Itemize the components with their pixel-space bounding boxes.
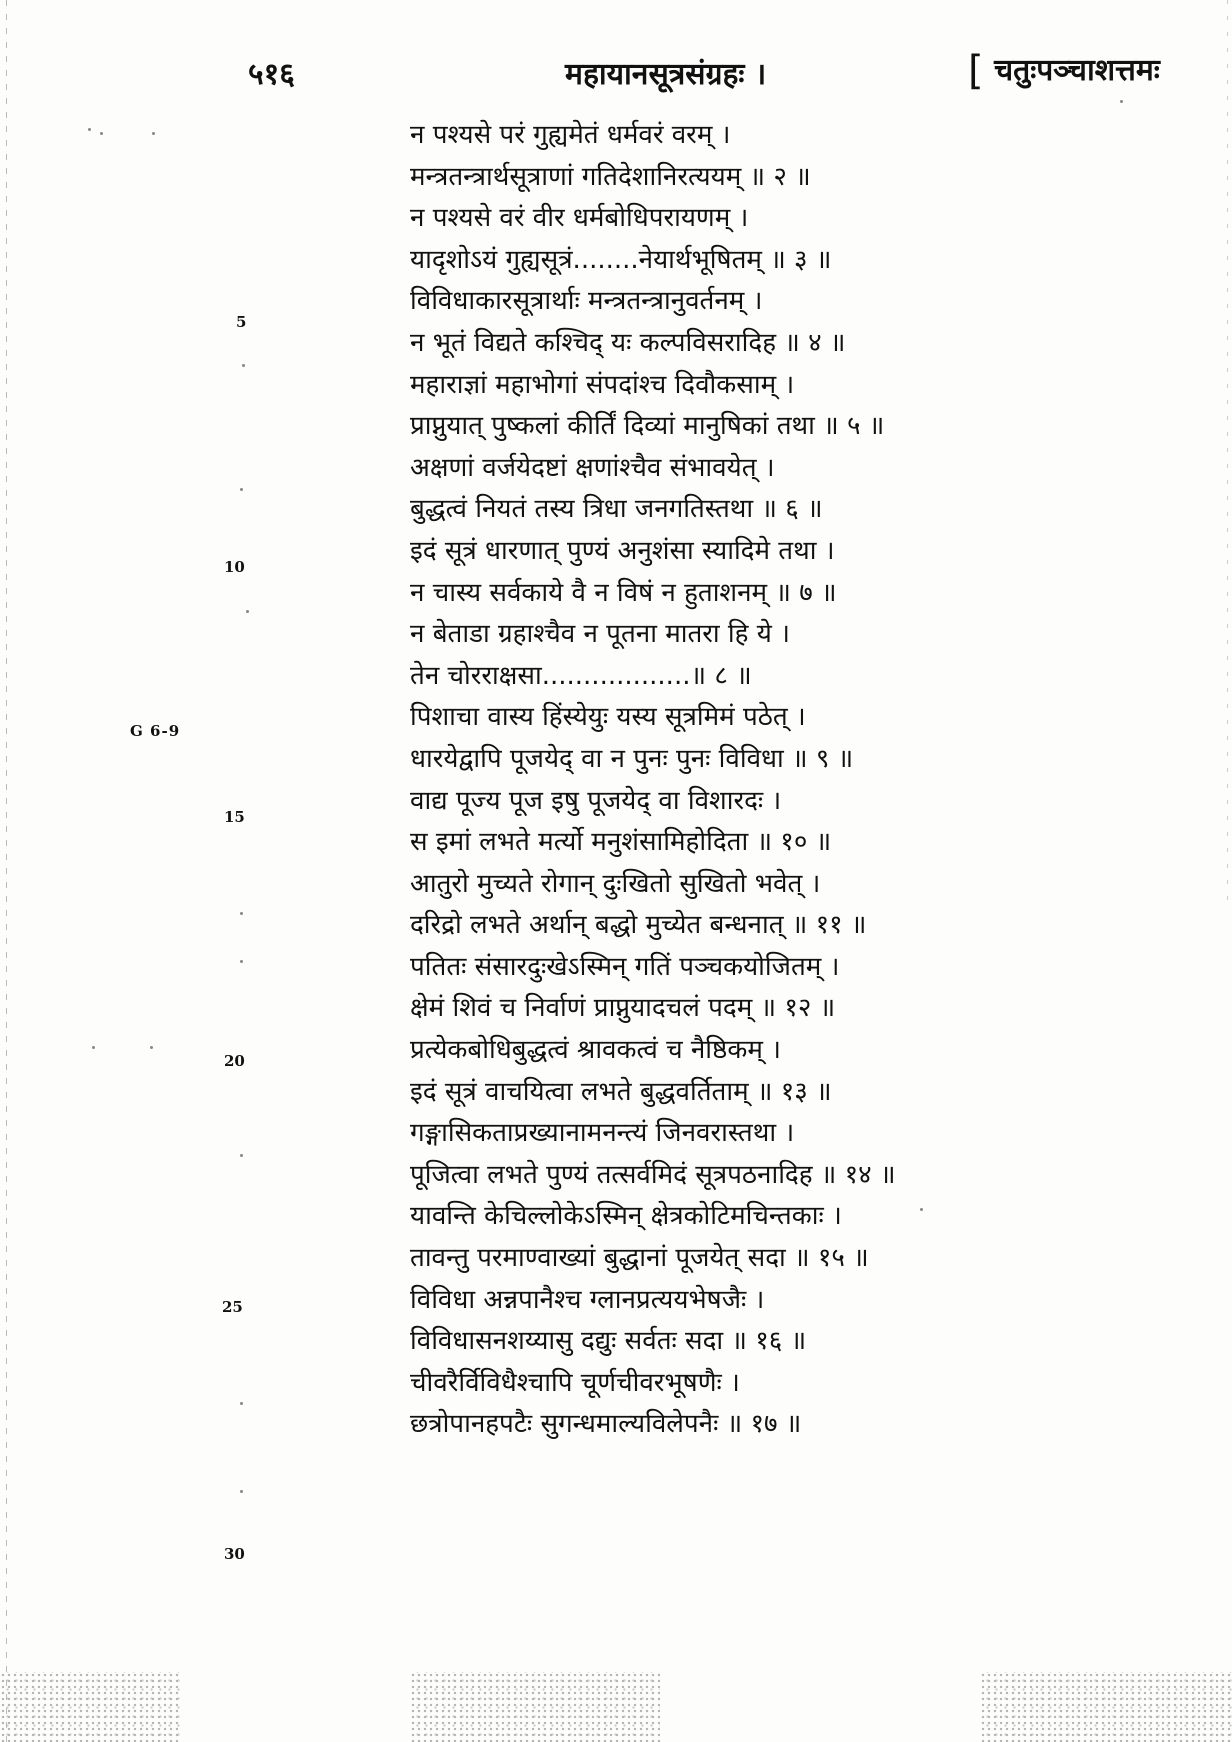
- verse-line: क्षेमं शिवं च निर्वाणं प्राप्नुयादचलं पदम् ॥ १२ ॥: [410, 993, 836, 1024]
- verse-line: आतुरो मुच्यते रोगान् दुःखितो सुखितो भवेत् ।: [410, 868, 821, 899]
- verse-line: गङ्गासिकताप्रख्यानामनन्त्यं जिनवरास्तथा ।: [410, 1118, 795, 1149]
- verse-line: प्राप्नुयात् पुष्कलां कीर्तिं दिव्यां मानुषिकां तथा ॥ ५ ॥: [410, 411, 885, 442]
- verse-line: दरिद्रो लभते अर्थान् बद्धो मुच्येत बन्धनात् ॥ ११ ॥: [410, 910, 867, 941]
- scan-noise: [980, 1672, 1232, 1742]
- scan-speck: [246, 610, 249, 613]
- scan-noise: [0, 1672, 180, 1742]
- verse-line: विविधासनशय्यासु दद्युः सर्वतः सदा ॥ १६ ॥: [410, 1326, 807, 1357]
- scan-speck: [240, 1402, 243, 1405]
- verse-line: पूजित्वा लभते पुण्यं तत्सर्वमिदं सूत्रपठनादिह ॥ १४ ॥: [410, 1159, 896, 1190]
- verse-line: न पश्यसे वरं वीर धर्मबोधिपरायणम् ।: [410, 203, 749, 234]
- verse-line: पिशाचा वास्य हिंस्येयुः यस्य सूत्रमिमं पठेत् ।: [410, 702, 806, 733]
- verse-line: स इमां लभते मर्त्यो मनुशंसामिहोदिता ॥ १० ॥: [410, 827, 832, 858]
- section-title-text: चतुःपञ्चाशत्तमः: [994, 53, 1160, 88]
- verse-list: [410, 115, 1210, 1446]
- margin-line-number: 10: [224, 558, 245, 576]
- verse-line: धारयेद्वापि पूजयेद् वा न पुनः पुनः विविधा ॥ ९ ॥: [410, 743, 854, 774]
- verse-line: प्रत्येकबोधिबुद्धत्वं श्रावकत्वं च नैष्ठिकम् ।: [410, 1035, 781, 1066]
- verse-line: न भूतं विद्यते कश्चिद् यः कल्पविसरादिह ॥ ४ ॥: [410, 327, 846, 358]
- scan-speck: [240, 912, 243, 915]
- scan-speck: [242, 364, 245, 367]
- page-header: [0, 42, 1232, 92]
- verse-line: बुद्धत्वं नियतं तस्य त्रिधा जनगतिस्तथा ॥ ६ ॥: [410, 494, 823, 525]
- running-title: महायानसूत्रसंग्रहः ।: [565, 57, 767, 92]
- margin-line-number: 5: [236, 313, 247, 331]
- verse-line: न चास्य सर्वकाये वै न विषं न हुताशनम् ॥ ७ ॥: [410, 577, 837, 608]
- scan-speck: [240, 1154, 243, 1157]
- page-number: ५१६: [248, 57, 295, 92]
- verse-line: वाद्य पूज्य पूज इषु पूजयेद् वा विशारदः ।: [410, 785, 782, 816]
- section-title: [968, 48, 1160, 94]
- margin-reference: G 6-9: [130, 722, 181, 740]
- scan-speck: [100, 132, 103, 135]
- scan-speck: [240, 1490, 243, 1493]
- scan-speck: [240, 960, 243, 963]
- verse-line: विविधा अन्नपानैश्च ग्लानप्रत्ययभेषजैः ।: [410, 1284, 765, 1315]
- scan-edge-left: [6, 0, 7, 1742]
- scan-speck: [1120, 100, 1123, 103]
- margin-line-number: 15: [224, 808, 245, 826]
- verse-line: न बेताडा ग्रहाश्चैव न पूतना मातरा हि ये ।: [410, 619, 790, 650]
- section-bracket: [: [968, 48, 984, 94]
- verse-line: यादृशोऽयं गुह्यसूत्रं........नेयार्थभूषितम् ॥ ३ ॥: [410, 244, 832, 275]
- margin-line-number: 25: [222, 1298, 243, 1316]
- verse-line: तावन्तु परमाण्वाख्यां बुद्धानां पूजयेत् सदा ॥ १५ ॥: [410, 1243, 869, 1274]
- margin-line-number: 30: [224, 1545, 245, 1563]
- verse-line: चीवरैर्विविधैश्चापि चूर्णचीवरभूषणैः ।: [410, 1367, 740, 1398]
- verse-line: तेन चोरराक्षसा..................॥ ८ ॥: [410, 660, 752, 691]
- verse-line: इदं सूत्रं वाचयित्वा लभते बुद्धवर्तिताम् ॥ १३ ॥: [410, 1076, 832, 1107]
- scan-speck: [240, 488, 243, 491]
- verse-line: विविधाकारसूत्रार्थाः मन्त्रतन्त्रानुवर्तनम् ।: [410, 286, 763, 317]
- verse-line: पतितः संसारदुःखेऽस्मिन् गतिं पञ्चकयोजितम् ।: [410, 951, 840, 982]
- scan-speck: [150, 1046, 153, 1049]
- scan-speck: [88, 128, 91, 131]
- verse-line: छत्रोपानहपटैः सुगन्धमाल्यविलेपनैः ॥ १७ ॥: [410, 1409, 802, 1440]
- scan-noise: [410, 1672, 660, 1742]
- margin-line-number: 20: [224, 1052, 245, 1070]
- verse-line: महाराज्ञां महाभोगां संपदांश्च दिवौकसाम् ।: [410, 369, 795, 400]
- verse-line: यावन्ति केचिल्लोकेऽस्मिन् क्षेत्रकोटिमचिन्तकाः ।: [410, 1201, 842, 1232]
- scan-speck: [152, 132, 155, 135]
- verse-line: अक्षणां वर्जयेदष्टां क्षणांश्चैव संभावयेत् ।: [410, 452, 775, 483]
- verse-line: इदं सूत्रं धारणात् पुण्यं अनुशंसा स्यादिमे तथा ।: [410, 535, 835, 566]
- verse-line: मन्त्रतन्त्रार्थसूत्राणां गतिदेशानिरत्ययम् ॥ २ ॥: [410, 161, 811, 192]
- scan-edge-right: [1227, 0, 1228, 900]
- verse-line: न पश्यसे परं गुह्यमेतं धर्मवरं वरम् ।: [410, 120, 731, 150]
- scan-speck: [92, 1046, 95, 1049]
